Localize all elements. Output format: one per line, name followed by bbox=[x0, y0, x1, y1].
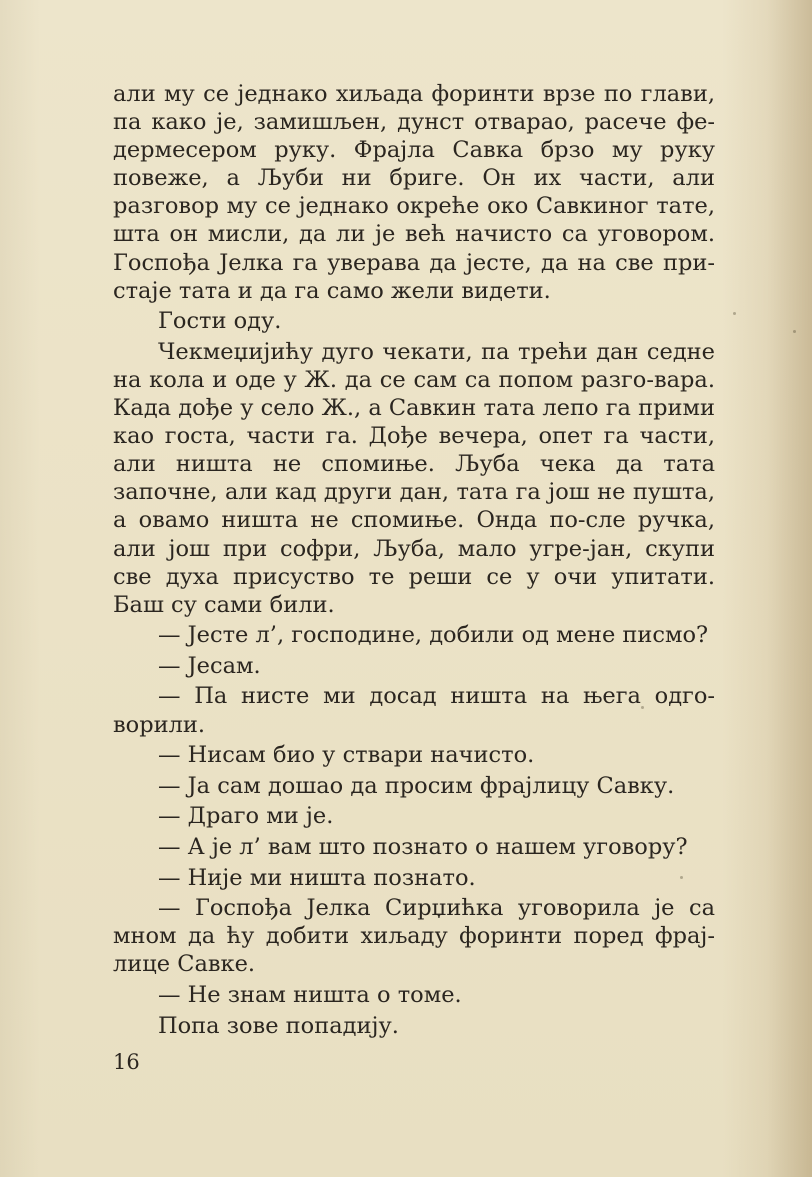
dialogue-line: — Није ми ништа познато. bbox=[158, 864, 476, 891]
paragraph: Гости оду. bbox=[158, 308, 282, 335]
paper-speck bbox=[793, 330, 796, 333]
dialogue-line: — Јесам. bbox=[158, 652, 261, 679]
dialogue-line: — А је л’ вам што познато о нашем уговору? bbox=[158, 833, 688, 860]
body-text bbox=[113, 80, 715, 1042]
paper-speck bbox=[641, 706, 644, 709]
dialogue-line: — Јесте л’, господине, добили од мене писмо? bbox=[158, 622, 709, 649]
paper-speck bbox=[680, 876, 683, 879]
dialogue-line: — Не знам ништа о томе. bbox=[158, 981, 462, 1008]
paragraph: Попа зове попадију. bbox=[158, 1012, 399, 1039]
dialogue-line: — Нисам био у ствари начисто. bbox=[158, 742, 535, 769]
dialogue-line: — Па нисте ми досад ништа на њега одго-ворили. bbox=[113, 683, 715, 738]
paragraph: Чекмеџијићу дуго чекати, па трећи дан седне на кола и оде у Ж. да се сам са попом разго-вара. Када дође у село Ж., а Савкин тата лепо га прими као госта, части га. Дође вечера, опет га части, али ништа не спомиње. Љуба чека да тата започне, али кад други дан, тата га још не пушта, а овамо ништа не спомиње. Онда по-сле ручка, али још при софри, Љуба, мало угре-јан, скупи све духа присуство те реши се у очи упитати. Баш су сами били. bbox=[113, 338, 715, 618]
paper-speck bbox=[733, 312, 736, 315]
page-number: 16 bbox=[113, 1050, 140, 1074]
dialogue-line: — Госпођа Јелка Сирџићка уговорила је са мном да ћу добити хиљаду форинти поред фрај-лице Савке. bbox=[113, 895, 715, 978]
dialogue-line: — Драго ми је. bbox=[158, 803, 334, 830]
dialogue-line: — Ја сам дошао да просим фрајлицу Савку. bbox=[158, 772, 675, 799]
paragraph: али му се једнако хиљада форинти врзе по глави, па како је, замишљен, дунст отварао, расече фе-дермесером руку. Фрајла Савка брзо му руку повеже, а Љуби ни бриге. Он их части, али разговор му се једнако окреће око Савкиног тате, шта он мисли, да ли је већ начисто са уговором. Госпођа Јелка га уверава да јесте, да на све при-стаје тата и да га само жели видети. bbox=[113, 81, 715, 304]
